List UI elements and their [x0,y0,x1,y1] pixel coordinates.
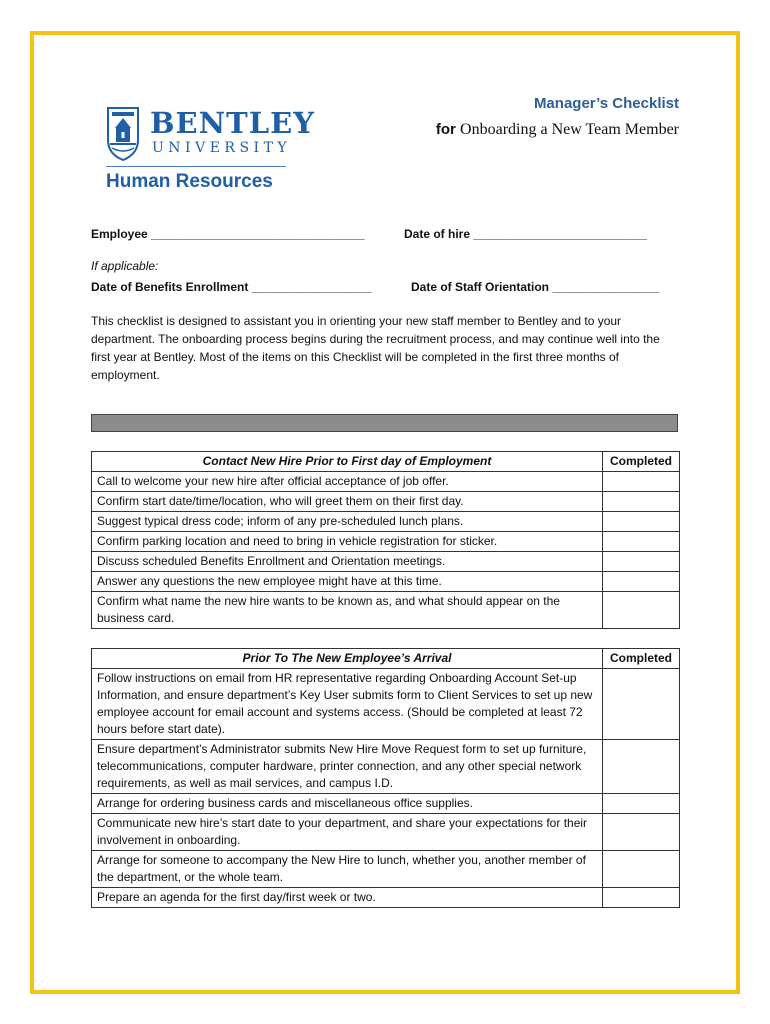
table-row [92,592,680,629]
table-header-row [92,452,680,472]
checklist-item: Arrange for ordering business cards and miscellaneous office supplies. [92,794,603,814]
if-applicable-label: If applicable: [91,259,159,273]
table-row [92,740,680,794]
table-row [92,851,680,888]
checklist-item: Suggest typical dress code; inform of any pre-scheduled lunch plans. [92,512,603,532]
checklist-item: Confirm what name the new hire wants to be known as, and what should appear on the business card. [92,592,603,629]
completed-cell[interactable] [603,552,680,572]
table-row [92,669,680,740]
completed-cell[interactable] [603,794,680,814]
section-heading: Prior To The New Employee’s Arrival [92,649,603,669]
shield-icon [106,106,140,162]
completed-header: Completed [603,649,680,669]
checklist-table-contact [91,451,680,629]
table-row [92,888,680,908]
intro-paragraph: This checklist is designed to assistant you in orienting your new staff member to Bentley and to your department. The onboarding process begins during the recruitment process, and may continue well into the first year at Bentley. Most of the items on this Checklist will be completed in the first three months of employment. [91,314,660,382]
checklist-item: Confirm start date/time/location, who will greet them on their first day. [92,492,603,512]
table-row [92,572,680,592]
page-subtitle [436,121,679,139]
employee-field[interactable]: Employee ________________________________ [91,227,365,241]
table-row [92,552,680,572]
subtitle-prefix: for [435,121,456,138]
completed-cell[interactable] [603,669,680,740]
logo-subtitle: UNIVERSITY [152,140,292,156]
staff-orientation-field[interactable]: Date of Staff Orientation ________________ [411,280,660,294]
completed-cell[interactable] [603,512,680,532]
completed-cell[interactable] [603,472,680,492]
completed-header: Completed [603,452,680,472]
completed-cell[interactable] [603,572,680,592]
checklist-item: Communicate new hire’s start date to your department, and share your expectations for their involvement in onboarding. [92,814,603,851]
table-row [92,492,680,512]
checklist-item: Answer any questions the new employee might have at this time. [92,572,603,592]
section-divider-bar [91,414,678,432]
benefits-enrollment-field[interactable]: Date of Benefits Enrollment __________________ [91,280,372,294]
completed-cell[interactable] [603,492,680,512]
page-title: Manager’s Checklist [533,95,679,112]
checklist-item: Ensure department’s Administrator submits New Hire Move Request form to set up furniture, telecommunications, computer hardware, printer connection, and any other special network requirements, as well as mail services, and campus I.D. [92,740,603,794]
completed-cell[interactable] [603,851,680,888]
table-header-row [92,649,680,669]
table-row [92,512,680,532]
logo-name: BENTLEY [150,106,315,140]
checklist-item: Follow instructions on email from HR representative regarding Onboarding Account Set-up Information, and ensure department’s Key User submits form to Client Services to set up new employee account for email account and systems access. (Should be completed at least 72 hours before start date). [92,669,603,740]
completed-cell[interactable] [603,532,680,552]
logo-divider [106,166,286,167]
subtitle-rest: Onboarding a New Team Member [460,121,679,138]
checklist-item: Prepare an agenda for the first day/first week or two. [92,888,603,908]
checklist-item: Discuss scheduled Benefits Enrollment and Orientation meetings. [92,552,603,572]
bentley-logo [106,104,315,194]
completed-cell[interactable] [603,592,680,629]
table-row [92,472,680,492]
logo-department: Human Resources [106,171,273,192]
checklist-item: Call to welcome your new hire after official acceptance of job offer. [92,472,603,492]
table-row [92,814,680,851]
checklist-item: Confirm parking location and need to bring in vehicle registration for sticker. [92,532,603,552]
table-row [92,532,680,552]
completed-cell[interactable] [603,740,680,794]
checklist-table-prior-arrival [91,648,680,908]
date-of-hire-field[interactable]: Date of hire __________________________ [404,227,647,241]
completed-cell[interactable] [603,814,680,851]
table-row [92,794,680,814]
completed-cell[interactable] [603,888,680,908]
checklist-item: Arrange for someone to accompany the New Hire to lunch, whether you, another member of the department, or the whole team. [92,851,603,888]
section-heading: Contact New Hire Prior to First day of Employment [92,452,603,472]
